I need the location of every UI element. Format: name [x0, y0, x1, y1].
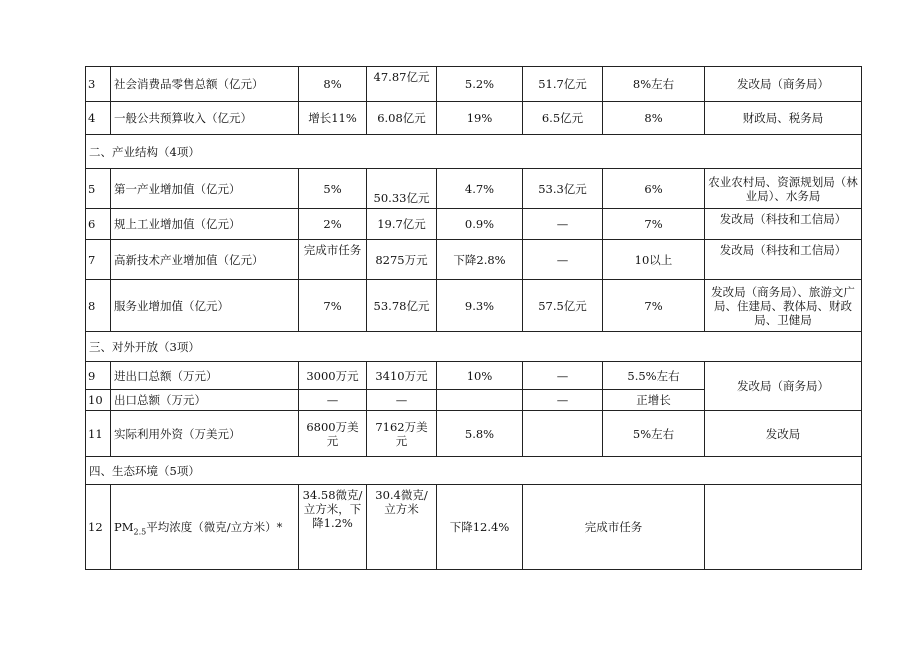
actual-cell: 6.08亿元: [367, 102, 437, 135]
row-number: 10: [86, 390, 111, 411]
section-row: [86, 332, 862, 362]
indicator-name: 服务业增加值（亿元）: [111, 280, 299, 332]
row-number: 6: [86, 209, 111, 240]
target-cell: 增长11%: [299, 102, 367, 135]
growth-cell: 5.8%: [437, 411, 523, 457]
actual-cell: 53.78亿元: [367, 280, 437, 332]
indicator-name: 规上工业增加值（亿元）: [111, 209, 299, 240]
indicator-name: 实际利用外资（万美元）: [111, 411, 299, 457]
growth-cell: [437, 390, 523, 411]
next-value-cell: —: [523, 240, 603, 280]
department-cell: 发改局（商务局）、旅游文广局、住建局、教体局、财政局、卫健局: [705, 280, 862, 332]
row-number: 12: [86, 485, 111, 570]
department-cell: 发改局: [705, 411, 862, 457]
growth-cell: 0.9%: [437, 209, 523, 240]
row-number: 8: [86, 280, 111, 332]
target-cell: 5%: [299, 169, 367, 209]
pm-label-suffix: 平均浓度（微克/立方米）*: [146, 520, 283, 534]
target-cell: 完成市任务: [299, 240, 367, 280]
department-cell: [705, 485, 862, 570]
table-row: [86, 240, 862, 280]
next-value-cell: 6.5亿元: [523, 102, 603, 135]
growth-cell: 9.3%: [437, 280, 523, 332]
next-value-cell: —: [523, 390, 603, 411]
next-value-cell: 53.3亿元: [523, 169, 603, 209]
next-value-cell: 51.7亿元: [523, 67, 603, 102]
actual-cell: 3410万元: [367, 362, 437, 390]
table-row: [86, 362, 862, 390]
section-heading: 四、生态环境（5项）: [86, 457, 862, 485]
indicator-name: 社会消费品零售总额（亿元）: [111, 67, 299, 102]
row-number: 7: [86, 240, 111, 280]
indicator-name: 高新技术产业增加值（亿元）: [111, 240, 299, 280]
section-row: [86, 457, 862, 485]
row-number: 9: [86, 362, 111, 390]
actual-cell: 7162万美元: [367, 411, 437, 457]
indicator-name: 出口总额（万元）: [111, 390, 299, 411]
target-cell: 8%: [299, 67, 367, 102]
indicator-name: 进出口总额（万元）: [111, 362, 299, 390]
table-row: [86, 411, 862, 457]
next-target-cell: 10以上: [603, 240, 705, 280]
table-row: [86, 209, 862, 240]
department-cell: 农业农村局、资源规划局（林业局）、水务局: [705, 169, 862, 209]
actual-cell: 50.33亿元: [367, 169, 437, 209]
pm-subscript: 2.5: [133, 527, 147, 537]
indicator-name: [111, 485, 299, 570]
row-number: 3: [86, 67, 111, 102]
department-cell: 发改局（商务局）: [705, 67, 862, 102]
row-number: 11: [86, 411, 111, 457]
next-target-cell: 8%左右: [603, 67, 705, 102]
row-number: 5: [86, 169, 111, 209]
table-row: [86, 169, 862, 209]
next-value-cell: [523, 411, 603, 457]
indicator-name: 第一产业增加值（亿元）: [111, 169, 299, 209]
row-number: 4: [86, 102, 111, 135]
section-heading: 三、对外开放（3项）: [86, 332, 862, 362]
actual-cell: 8275万元: [367, 240, 437, 280]
actual-cell: —: [367, 390, 437, 411]
table-row: [86, 280, 862, 332]
section-row: [86, 135, 862, 169]
growth-cell: 下降12.4%: [437, 485, 523, 570]
next-value-cell: 57.5亿元: [523, 280, 603, 332]
department-cell: 发改局（科技和工信局）: [705, 209, 862, 240]
section-heading: 二、产业结构（4项）: [86, 135, 862, 169]
target-cell: 34.58微克/立方米，下降1.2%: [299, 485, 367, 570]
target-cell: 7%: [299, 280, 367, 332]
next-target-cell: 6%: [603, 169, 705, 209]
actual-cell: 19.7亿元: [367, 209, 437, 240]
next-value-cell: —: [523, 362, 603, 390]
department-cell: 财政局、税务局: [705, 102, 862, 135]
growth-cell: 5.2%: [437, 67, 523, 102]
actual-cell: 30.4微克/立方米: [367, 485, 437, 570]
table-row: [86, 485, 862, 570]
actual-cell: 47.87亿元: [367, 67, 437, 102]
pm-label: PM: [114, 520, 134, 534]
target-cell: 3000万元: [299, 362, 367, 390]
next-target-cell: 8%: [603, 102, 705, 135]
department-cell: 发改局（商务局）: [705, 362, 862, 411]
growth-cell: 4.7%: [437, 169, 523, 209]
target-cell: —: [299, 390, 367, 411]
next-target-cell: 5%左右: [603, 411, 705, 457]
indicator-name: 一般公共预算收入（亿元）: [111, 102, 299, 135]
next-target-cell: 7%: [603, 209, 705, 240]
target-cell: 2%: [299, 209, 367, 240]
department-cell: 发改局（科技和工信局）: [705, 240, 862, 280]
next-value-cell: —: [523, 209, 603, 240]
indicator-table: [85, 66, 862, 570]
next-target-cell: 5.5%左右: [603, 362, 705, 390]
next-target-cell: 正增长: [603, 390, 705, 411]
next-target-cell: 7%: [603, 280, 705, 332]
merged-target-cell: 完成市任务: [523, 485, 705, 570]
target-cell: 6800万美元: [299, 411, 367, 457]
growth-cell: 19%: [437, 102, 523, 135]
table-row: [86, 67, 862, 102]
table-row: [86, 102, 862, 135]
growth-cell: 下降2.8%: [437, 240, 523, 280]
growth-cell: 10%: [437, 362, 523, 390]
